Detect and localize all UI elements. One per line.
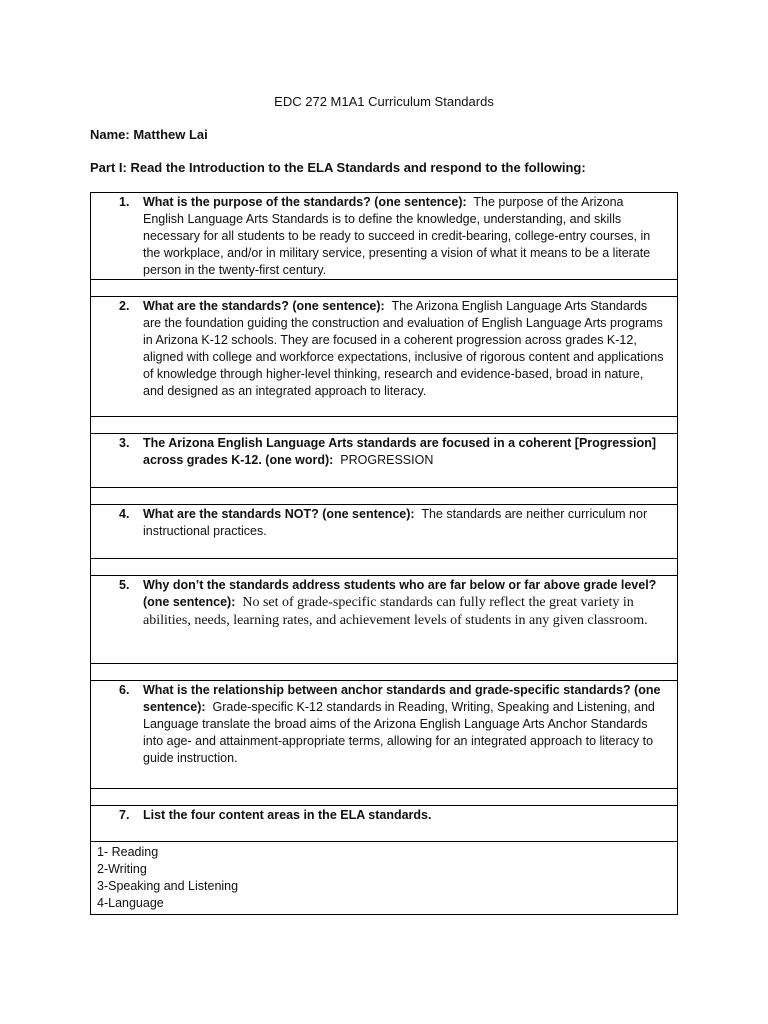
- answer-text: Grade-specific K-12 standards in Reading, Writing, Speaking and Listening, and Language translate the broad aims of the Arizona English Language Arts Anchor Standards into age- and attainment-appropriate terms, allowing for an integrated approach to literacy to guide instruction.: [143, 700, 655, 765]
- answer-text: The Arizona English Language Arts Standards are the foundation guiding the construction and evaluation of English Language Arts programs in Arizona K-12 schools. They are focused in a coherent progression across grades K-12, aligned with college and workforce expectations, inclusive of rigorous content and applications of knowledge through higher-level thinking, research and evidence-based, broad in nature, and designed as an integrated approach to literacy.: [143, 299, 664, 398]
- question-row: [91, 681, 678, 789]
- content-area-item: 2-Writing: [97, 862, 147, 876]
- question-text: The Arizona English Language Arts standards are focused in a coherent [Progression] across grades K-12. (one word):: [143, 436, 657, 467]
- answer-text: PROGRESSION: [340, 453, 434, 467]
- spacer-row: [91, 789, 678, 806]
- answer-text: The standards are neither curriculum nor instructional practices.: [143, 507, 648, 538]
- question-text: What are the standards NOT? (one sentence):: [143, 507, 415, 521]
- question-row: [91, 576, 678, 664]
- spacer-row: [91, 559, 678, 576]
- content-area-item: 1- Reading: [97, 845, 159, 859]
- question-row: [91, 297, 678, 417]
- question-number: 6.: [119, 683, 130, 697]
- spacer-row: [91, 488, 678, 505]
- question-row: [91, 806, 678, 842]
- answer-text: The purpose of the Arizona English Language Arts Standards is to define the knowledge, understanding, and skills necessary for all students to be ready to succeed in credit-bearing, college-entry courses, in the workplace, and/or in military service, presenting a vision of what it means to be a literate person in the twenty-first century.: [143, 195, 651, 277]
- question-number: 7.: [119, 808, 130, 822]
- answer-text: No set of grade-specific standards can fully reflect the great variety in abilities, needs, learning rates, and achievement levels of students in any given classroom.: [143, 595, 648, 628]
- question-row: [91, 505, 678, 559]
- question-number: 1.: [119, 195, 130, 209]
- question-text: List the four content areas in the ELA standards.: [143, 808, 432, 822]
- spacer-row: [91, 417, 678, 434]
- question-row: [91, 193, 678, 280]
- part-heading: Part I: Read the Introduction to the ELA Standards and respond to the following:: [90, 160, 586, 175]
- content-area-item: 3-Speaking and Listening: [97, 879, 239, 893]
- document-title: EDC 272 M1A1 Curriculum Standards: [274, 94, 494, 109]
- question-text: What is the purpose of the standards? (one sentence):: [143, 195, 467, 209]
- question-number: 5.: [119, 578, 130, 592]
- question-text: What is the relationship between anchor standards and grade-specific standards? (one sentence):: [143, 683, 661, 714]
- content-area-item: 4-Language: [97, 896, 164, 910]
- content-areas-row: [91, 842, 678, 915]
- question-number: 2.: [119, 299, 130, 313]
- question-number: 4.: [119, 507, 130, 521]
- question-text: Why don’t the standards address students who are far below or far above grade level? (one sentence):: [143, 578, 657, 609]
- spacer-row: [91, 664, 678, 681]
- student-name: Name: Matthew Lai: [90, 127, 208, 142]
- question-text: What are the standards? (one sentence):: [143, 299, 385, 313]
- question-number: 3.: [119, 436, 130, 450]
- questions-table: [90, 192, 678, 915]
- spacer-row: [91, 280, 678, 297]
- question-row: [91, 434, 678, 488]
